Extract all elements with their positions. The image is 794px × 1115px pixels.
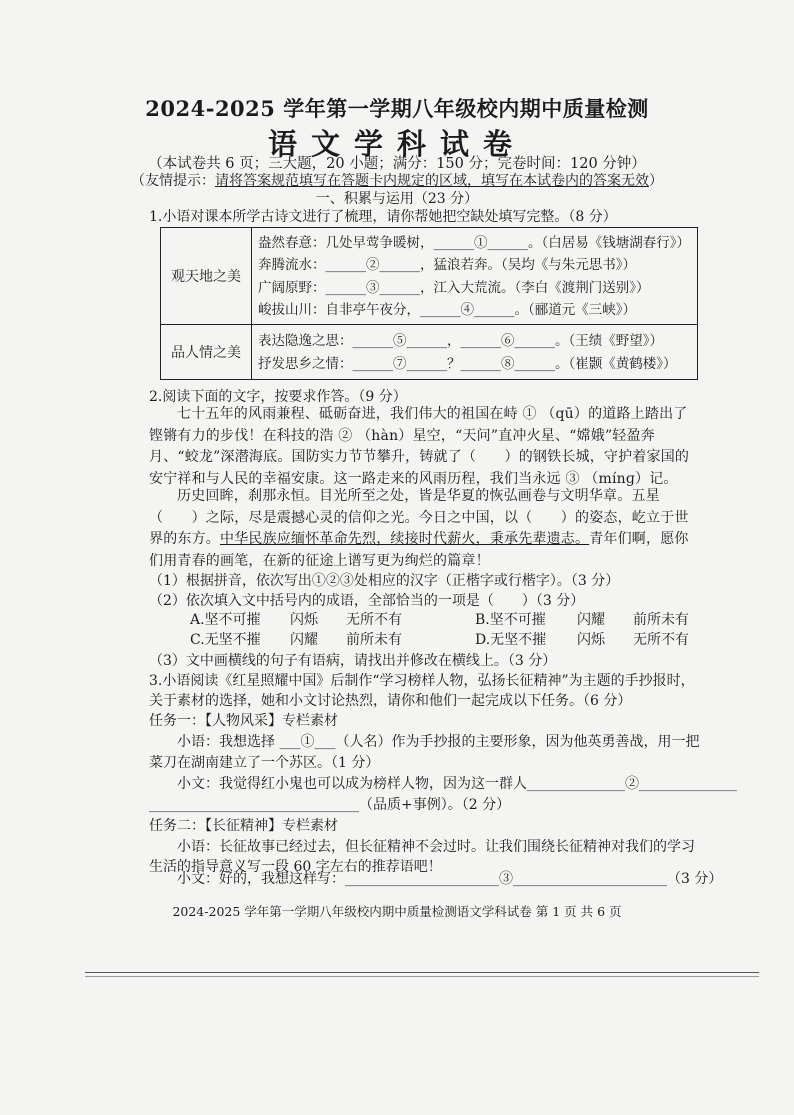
poem-line: 表达隐逸之思：______⑤______，______⑥______。（王绩《野望》） — [258, 333, 663, 349]
task2-line: 小语：长征故事已经过去，但长征精神不会过时。让我们围绕长征精神对我们的学习 — [177, 839, 695, 855]
option-d: D.无坚不摧 — [475, 632, 547, 648]
q2-sub3: （3）文中画横线的句子有语病，请找出并修改在横线上。（3 分） — [149, 653, 557, 669]
table-row — [161, 228, 698, 325]
underlined-sentence: 中华民族应缅怀革命先烈，续接时代薪火，秉承先辈遗志。 — [220, 531, 590, 547]
task1-heading: 任务一：【人物风采】专栏素材 — [149, 713, 338, 729]
poem-line: 盎然春意：几处早莺争暖树，______①______。（白居易《钱塘湖春行》） — [258, 234, 690, 251]
q2-sub1: （1）根据拼音，依次写出①②③处相应的汉字（正楷字或行楷字）。（3 分） — [149, 573, 620, 589]
option-c-word2: 闪耀 — [290, 632, 318, 648]
subject-title: 语文学科试卷 — [267, 127, 526, 161]
divider — [85, 972, 759, 973]
tip-body: 请将答案规范填写在答题卡内规定的区域，填写在本试卷内的答案无效 — [215, 173, 649, 189]
task2-line: 生活的指导意义写一段 60 字左右的推荐语吧！ — [149, 859, 442, 875]
poem-line: 抒发思乡之情：______⑦______？______⑧______。（崔颢《黄鹤楼》） — [258, 355, 677, 372]
q1-stem: 1.小语对课本所学古诗文进行了梳理，请你帮她把空缺处填写完整。（8 分） — [149, 209, 617, 225]
poem-line: 奔腾流水：______②______，猛浪若奔。（吴均《与朱元思书》） — [258, 257, 636, 273]
option-b-word3: 前所未有 — [633, 612, 689, 628]
option-c-word3: 前所未有 — [346, 632, 402, 648]
table-row — [161, 325, 698, 380]
page-footer: 2024-2025 学年第一学期八年级校内期中质量检测语文学科试卷 第 1 页 共 6 页 — [172, 904, 622, 919]
option-d-word2: 闪烁 — [577, 632, 605, 648]
q3-stem: 关于素材的选择，她和小文讨论热烈，请你和他们一起完成以下任务。（6 分） — [149, 693, 632, 709]
option-a-word3: 无所不有 — [346, 612, 402, 628]
task2-heading: 任务二：【长征精神】专栏素材 — [149, 818, 338, 834]
option-b: B.坚不可摧 — [475, 612, 546, 628]
poem-line: 峻拔山川：自非亭午夜分，______④______。（郦道元《三峡》） — [258, 302, 636, 318]
exam-info: （本试卷共 6 页；三大题，20 小题；满分：150 分；完卷时间：120 分钟） — [148, 156, 646, 172]
task1-line: ______________________________（品质+事例）。（2 分） — [149, 797, 511, 813]
exam-title: 2024-2025 学年第一学期八年级校内期中质量检测 — [145, 96, 649, 121]
tip-prefix: （友情提示： — [131, 173, 215, 189]
category-cell: 观天地之美 — [161, 228, 252, 325]
q3-stem: 3.小语阅读《红星照耀中国》后制作“学习榜样人物，弘扬长征精神”为主题的手抄报时， — [149, 673, 695, 689]
tip-suffix: ） — [649, 173, 663, 189]
friendly-tip — [0, 170, 794, 190]
option-a: A.坚不可摧 — [190, 612, 261, 628]
poem-table — [160, 227, 698, 380]
poem-line: 广阔原野：______③______，江入大荒流。（李白《渡荆门送别》） — [258, 279, 650, 296]
option-b-word2: 闪耀 — [577, 612, 605, 628]
option-row — [190, 629, 700, 649]
option-d-word3: 无所不有 — [633, 632, 689, 648]
task1-line: 小语：我想选择 ___①___（人名）作为手抄报的主要形象，因为他英勇善战，用一把 — [177, 734, 700, 750]
lines-cell — [252, 228, 698, 325]
option-a-word2: 闪烁 — [290, 612, 318, 628]
task1-line: 小文：我觉得红小鬼也可以成为榜样人物，因为这一群人______________②______________ — [177, 776, 737, 792]
task1-line: 菜刀在湖南建立了一个苏区。（1 分） — [149, 755, 380, 771]
divider — [85, 976, 759, 977]
para2-text: 历史回眸，刹那永恒。目光所至之处，皆是华夏的恢弘画卷与文明华章。五星（ ）之际，尽是震撼心灵的信仰之光。今日之中国，以（ ）的姿态，屹立于世界的东方。 — [149, 488, 689, 547]
q2-paragraph-1: 七十五年的风雨兼程、砥砺奋进，我们伟大的祖国在峙 ① （qū）的道路上踏出了铿锵有力的步伐！在科技的浩 ② （hàn）星空，“天问”直冲火星、“嫦娥”轻盈奔月、“蛟龙”深潜海底。国防实力节节攀升，铸就了（ ）的钢铁长城，守护着家国的安宁祥和与人民的幸福安康。这一路走来的风雨历程，我们当永远 ③ （mínɡ）记。 — [149, 406, 690, 487]
section-heading: 一、积累与运用（23 分） — [315, 191, 479, 207]
para2-text: 青年们啊，愿你们用青春的画笔，在新的征途上谱写更为绚烂的篇章！ — [149, 531, 689, 569]
lines-cell — [252, 325, 698, 380]
option-c: C.无坚不摧 — [190, 632, 261, 648]
q2-paragraph-2 — [149, 486, 694, 572]
category-cell: 品人情之美 — [161, 325, 252, 380]
option-row — [190, 609, 700, 629]
task2-line: 小文：好的，我想这样写：______________________③______________________（3 分） — [177, 871, 723, 887]
q2-stem: 2.阅读下面的文字，按要求作答。（9 分） — [149, 389, 407, 405]
q2-sub2: （2）依次填入文中括号内的成语，全部恰当的一项是（ ）（3 分） — [149, 593, 585, 609]
